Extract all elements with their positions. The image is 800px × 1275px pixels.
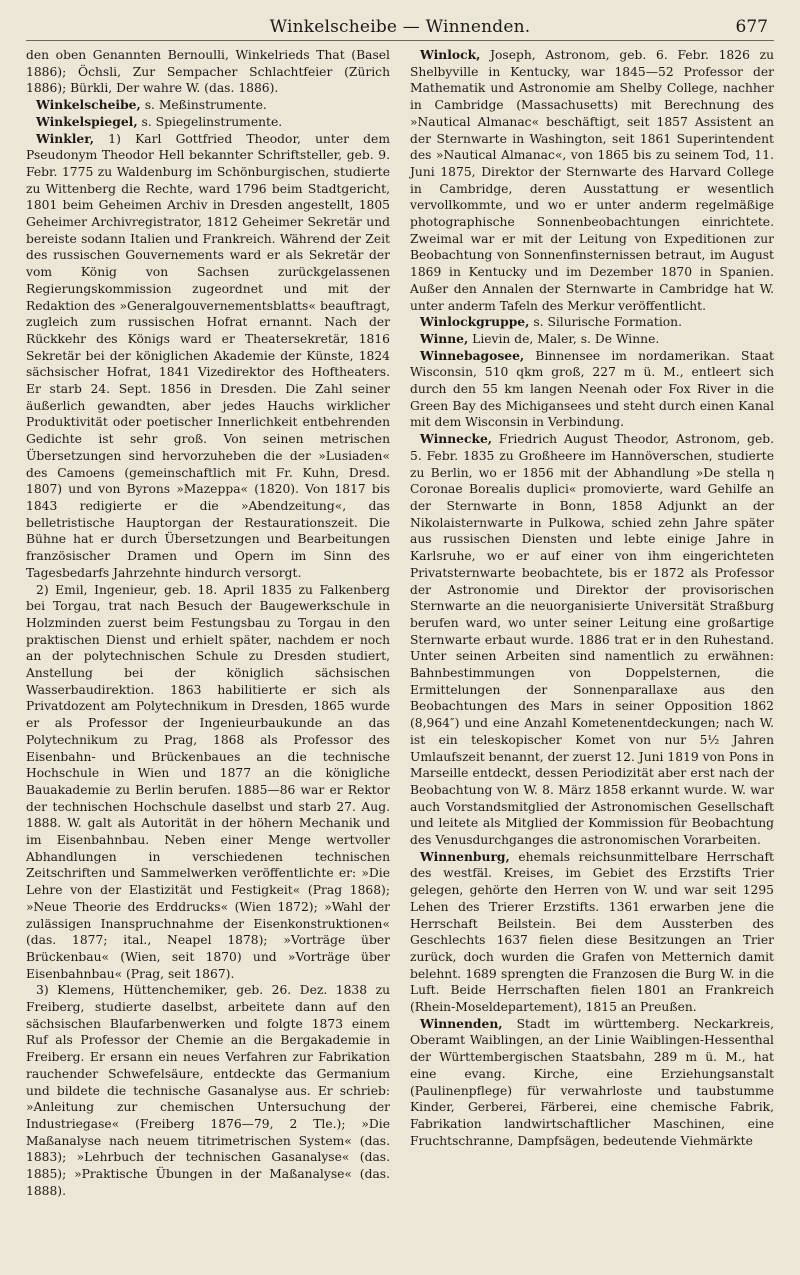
entry-text: 3) Klemens, Hüttenchemiker, geb. 26. Dez. 1838 zu Freiberg, studierte daselbst, arbeitete dann auf den sächsischen Blaufarbenwerken und folgte 1873 einem Ruf als Professor der Chemie an die Bergakademie in Freiberg. Er ersann ein neues Verfahren zur Fabrikation rauchender Schwefelsäure, entdeckte das Germanium und bildete die technische Gasanalyse aus. Er schrieb: »Anleitung zur chemischen Untersuchung der Industriegase« (Freiberg 1876—79, 2 Tle.); »Die Maßanalyse nach neuem titrimetrischen System« (das. 1883); »Lehrbuch der technischen Gasanalyse« (das. 1885); »Praktische Übungen in der Maßanalyse« (das. 1888). bbox=[26, 983, 390, 1198]
dictionary-entry bbox=[410, 47, 774, 314]
running-title: Winkelscheibe — Winnenden. bbox=[269, 17, 531, 37]
entry-headword: Winkelscheibe, bbox=[36, 97, 141, 113]
entry-headword: Winnenburg, bbox=[420, 848, 510, 864]
entry-text: 1) Karl Gottfried Theodor, unter dem Pseudonym Theodor Hell bekannter Schriftsteller, geb. 9. Febr. 1775 zu Waldenburg im Schönburgischen, studierte zu Wittenberg die Rechte, ward 1796 beim Stadtgericht, 1801 beim Geheimen Archiv in Dresden angestellt, 1805 Geheimer Archivregistrator, 1812 Geheimer Sekretär und bereiste sodann Italien und Frankreich. Während der Zeit des russischen Gouvernements ward er als Sekretär der vom König von Sachsen zurückgelassenen Regierungskommission zugeordnet und mit der Redaktion des »Generalgouvernementsblatts« beauftragt, zugleich zum russischen Hofrat ernannt. Nach der Rückkehr des Königs ward er Theatersekretär, 1816 Sekretär bei der königlichen Akademie der Künste, 1824 sächsischer Hofrat, 1841 Vizedirektor des Hoftheaters. Er starb 24. Sept. 1856 in Dresden. Die Zahl seiner äußerlich gewandten, aber jedes Hauchs wirklicher Produktivität oder poetischer Innerlichkeit entbehrenden Gedichte ist sehr groß. Von seinen metrischen Übersetzungen sind hervorzuheben die der »Lusiaden« des Camoens (gemeinschaftlich mit Fr. Kuhn, Dresd. 1807) und von Byrons »Mazeppa« (1820). Von 1817 bis 1843 redigierte er die »Abendzeitung«, das belletristische Hauptorgan der Restaurationszeit. Die Bühne hat er durch Übersetzungen und Bearbeitungen französischer Dramen und Opern im Sinn des Tagesbedarfs Jahrzehnte hindurch versorgt. bbox=[26, 131, 390, 580]
dictionary-entry bbox=[26, 114, 390, 131]
entry-text: Binnensee im nordamerikan. Staat Wisconsin, 510 qkm groß, 227 m ü. M., entleert sich durch den 55 km langen Neenah oder Fox River in die Green Bay des Michigansees und steht durch einen Kanal mit dem Wisconsin in Verbindung. bbox=[410, 348, 774, 430]
right-column bbox=[410, 47, 774, 1200]
entry-text: Lievin de, Maler, s. De Winne. bbox=[468, 331, 660, 346]
entry-text: Stadt im württemberg. Neckarkreis, Oberamt Waiblingen, an der Linie Waiblingen-Hessenthal der Württembergischen Staatsbahn, 289 m ü. M., hat eine evang. Kirche, eine Erziehungsanstalt (Paulinenpflege) für verwahrloste und taubstumme Kinder, Gerberei, Färberei, eine chemische Fabrik, Fabrikation landwirtschaftlicher Maschinen, eine Fruchtschranne, Dampfsägen, bedeutende Viehmärkte bbox=[410, 1016, 774, 1148]
entry-headword: Winne, bbox=[420, 330, 469, 346]
dictionary-entry bbox=[410, 849, 774, 1016]
entry-headword: Winnenden, bbox=[420, 1015, 503, 1031]
dictionary-entry bbox=[410, 1016, 774, 1150]
dictionary-entry bbox=[26, 97, 390, 114]
dictionary-entry bbox=[26, 982, 390, 1199]
entry-headword: Winkelspiegel, bbox=[36, 113, 138, 129]
entry-headword: Winkler, bbox=[36, 130, 95, 146]
entry-headword: Winlock, bbox=[420, 47, 481, 62]
dictionary-entry bbox=[26, 47, 390, 97]
dictionary-entry bbox=[410, 331, 774, 348]
entry-text: 2) Emil, Ingenieur, geb. 18. April 1835 zu Falkenberg bei Torgau, trat nach Besuch der Baugewerkschule in Holzminden zuerst beim Festungsbau zu Torgau in den praktischen Dienst und erhielt später, nachdem er noch an der polytechnischen Schule zu Dresden studiert, Anstellung bei der königlich sächsischen Wasserbaudirektion. 1863 habilitierte er sich als Privatdozent am Polytechnikum in Dresden, 1865 wurde er als Professor der Ingenieurbaukunde an das Polytechnikum zu Prag, 1868 als Professor des Eisenbahn- und Brückenbaues an die technische Hochschule in Wien und 1877 an die königliche Bauakademie zu Berlin berufen. 1885—86 war er Rektor der technischen Hochschule daselbst und starb 27. Aug. 1888. W. galt als Autorität in der höhern Mechanik und im Eisenbahnbau. Neben einer Menge wertvoller Abhandlungen in verschiedenen technischen Zeitschriften und Sammelwerken veröffentlichte er: »Die Lehre von der Elastizität und Festigkeit« (Prag 1868); »Neue Theorie des Erddrucks« (Wien 1872); »Wahl der zulässigen Inanspruchnahme der Eisenkonstruktionen« (das. 1877; ital., Neapel 1878); »Vorträge über Brückenbau« (Wien, seit 1870) und »Vorträge über Eisenbahnbau« (Prag, seit 1867). bbox=[26, 582, 390, 981]
page-header bbox=[26, 14, 774, 41]
entry-text: Friedrich August Theodor, Astronom, geb. 5. Febr. 1835 zu Großheere im Hannöverschen, studierte zu Berlin, wo er 1856 mit der Abhandlung »De stella η Coronae Borealis duplici« promovierte, ward Gehilfe an der Sternwarte in Bonn, 1858 Adjunkt an der Nikolaisternwarte in Pulkowa, schied zehn Jahre später aus russischen Diensten und lebte einige Jahre in Karlsruhe, wo er auf einer von ihm eingerichteten Privatsternwarte beobachtete, bis er 1872 als Professor der Astronomie und Direktor der provisorischen Sternwarte an die neuorganisierte Universität Straßburg berufen ward, wo unter seiner Leitung eine großartige Sternwarte erbaut wurde. 1886 trat er in den Ruhestand. Unter seinen Arbeiten sind namentlich zu erwähnen: Bahnbestimmungen von Doppelsternen, die Ermittelungen der Sonnenparallaxe aus den Beobachtungen des Mars in seiner Opposition 1862 (8,964″) und eine Anzahl Kometenentdeckungen; nach W. ist ein teleskopischer Komet von nur 5½ Jahren Umlaufszeit benannt, der zuerst 12. Juni 1819 von Pons in Marseille entdeckt, dessen Periodizität aber erst nach der Beobachtung von W. 8. März 1858 erkannt wurde. W. war auch Vorstandsmitglied der Astronomischen Gesellschaft und leitete als Mitglied der Kommission für Beobachtung des Venusdurchganges die astronomischen Vorarbeiten. bbox=[410, 432, 774, 848]
page-number: 677 bbox=[735, 17, 768, 37]
dictionary-entry bbox=[410, 348, 774, 432]
entry-headword: Winnebagosee, bbox=[420, 347, 525, 363]
entry-text: ehemals reichsunmittelbare Herrschaft des westfäl. Kreises, im Gebiet des Erzstifts Trier gelegen, gehörte den Herren von W. und war seit 1295 Lehen des Trierer Erzstifts. 1361 erwarben jene die Herrschaft Beilstein. Bei dem Aussterben des Geschlechts 1637 fielen diese Besitzungen an Trier zurück, doch wurden die Grafen von Metternich damit belehnt. 1689 sprengten die Franzosen die Burg W. in die Luft. Beide Herrschaften fielen 1801 an Frankreich (Rhein-Moseldepartement), 1815 an Preußen. bbox=[410, 849, 774, 1015]
entry-headword: Winlockgruppe, bbox=[420, 314, 530, 330]
entry-headword: Winnecke, bbox=[420, 431, 493, 447]
entry-text: den oben Genannten Bernoulli, Winkelrieds That (Basel 1886); Öchsli, Zur Sempacher Schlachtfeier (Zürich 1886); Bürkli, Der wahre W. (das. 1886). bbox=[26, 48, 390, 96]
entry-text: s. Silurische Formation. bbox=[529, 315, 683, 330]
entry-text: Joseph, Astronom, geb. 6. Febr. 1826 zu Shelbyville in Kentucky, war 1845—52 Professor der Mathematik und Astronomie am Shelby College, nachher in Cambridge (Massachusetts) mit Berechnung des »Nautical Almanac« beschäftigt, seit 1857 Assistent an der Sternwarte in Washington, seit 1861 Superintendent des »Nautical Almanac«, von 1865 bis zu seinem Tod, 11. Juni 1875, Direktor der Sternwarte des Harvard College in Cambridge, deren Ausstattung er wesentlich vervollkommte, und wo er unter anderm regelmäßige photographische Sonnenbeobachtungen einrichtete. Zweimal war er mit der Leitung von Expeditionen zur Beobachtung von Sonnenfinsternissen betraut, im August 1869 in Kentucky und im Dezember 1870 in Spanien. Außer den Annalen der Sternwarte in Cambridge hat W. unter anderm Tafeln des Merkur veröffentlicht. bbox=[410, 48, 774, 313]
dictionary-entry bbox=[410, 314, 774, 331]
left-column bbox=[26, 47, 390, 1200]
dictionary-entry bbox=[26, 582, 390, 983]
dictionary-entry bbox=[410, 431, 774, 849]
text-columns bbox=[26, 47, 774, 1200]
dictionary-entry bbox=[26, 131, 390, 582]
entry-text: s. Meßinstrumente. bbox=[140, 98, 267, 113]
entry-text: s. Spiegelinstrumente. bbox=[137, 114, 283, 129]
